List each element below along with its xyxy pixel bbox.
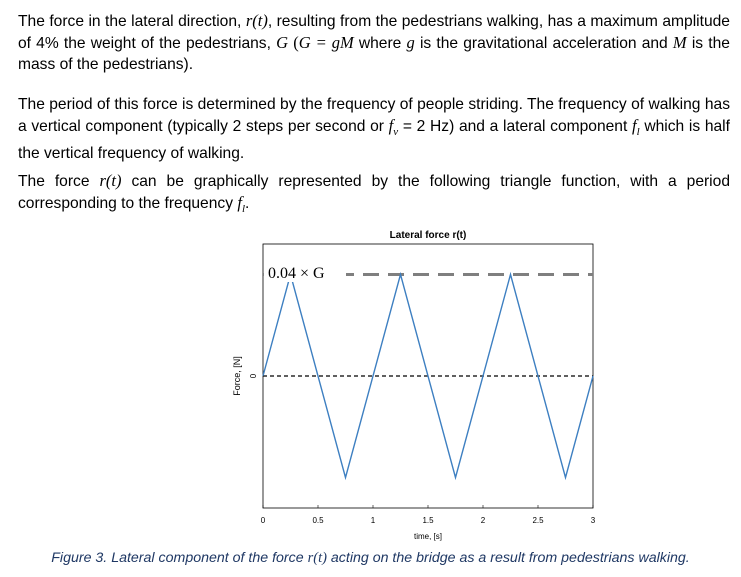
paragraph-lateral-force: The force in the lateral direction, r(t), resulting from the pedestrians walking, has a maximum amplitude of 4% the weight of the pedestrians, G (G = gM where g is the gravitational acceleration and M is the mass of the pedestrians). bbox=[18, 11, 730, 73]
x-tick-label: 3 bbox=[590, 516, 596, 525]
lateral-force-chart bbox=[220, 226, 620, 546]
x-tick-label: 2.5 bbox=[532, 516, 544, 525]
amplitude-annotation bbox=[264, 256, 346, 282]
figure-caption: Figure 3. Lateral component of the force r(t) acting on the bridge as a result from pedestrians walking. bbox=[51, 550, 690, 566]
x-tick-label: 0.5 bbox=[312, 516, 324, 525]
x-tick-label: 2 bbox=[480, 516, 486, 525]
y-axis-label: Force, [N] bbox=[232, 356, 242, 396]
y-tick-label: 0 bbox=[249, 373, 258, 379]
x-tick-label: 1 bbox=[370, 516, 376, 525]
x-tick-label: 0 bbox=[260, 516, 266, 525]
paragraph-frequency: The period of this force is determined by the frequency of people striding. The frequency of walking has a vertical component (typically 2 steps per second or $f_v = 2$ Hz) and a lateral component $f_l$ which is half the vertical frequency of walking. bbox=[18, 96, 730, 163]
chart-title: Lateral force r(t) bbox=[389, 230, 467, 241]
x-tick-label: 1.5 bbox=[422, 516, 434, 525]
amplitude-label: 0.04 × G bbox=[268, 265, 325, 282]
paragraph-triangle-function: The force r(t) can be graphically represented by the following triangle function, with a period corresponding to the frequency $f_l$. bbox=[18, 171, 730, 216]
x-axis-label: time, [s] bbox=[413, 532, 443, 541]
